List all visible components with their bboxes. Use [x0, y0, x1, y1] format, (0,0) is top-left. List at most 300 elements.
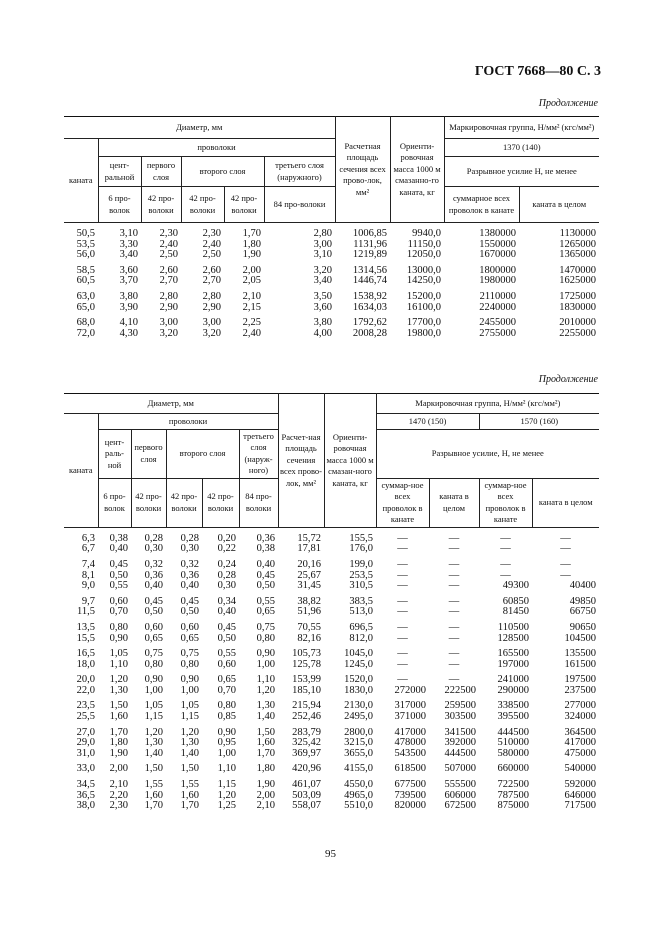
table-cell: 259500	[444, 700, 477, 712]
table-cell: 0,45	[256, 569, 276, 581]
table-cell: 2,40	[202, 238, 221, 250]
table-cell: —	[560, 543, 571, 555]
table-cell: —	[397, 580, 408, 592]
table-cell: 0,40	[180, 580, 199, 592]
table-cell: 197000	[497, 658, 530, 670]
table-cell: 2495,0	[344, 711, 374, 723]
table-cell: 0,22	[217, 543, 236, 555]
table-cell: 1,80	[109, 737, 128, 749]
third-layer-header: третьего слоя (наруж-ного)	[239, 430, 278, 479]
table-cell: 2,60	[202, 264, 221, 276]
table-cell: 2,20	[109, 789, 128, 801]
rope-diameter-header: каната	[64, 139, 98, 223]
table-cell: 90650	[569, 621, 597, 633]
table-cell: 125,78	[292, 658, 322, 670]
table-row	[64, 759, 599, 775]
table-cell: 0,80	[109, 621, 128, 633]
table-cell: 3,70	[119, 275, 138, 287]
table-cell: 2,10	[109, 779, 128, 791]
table-cell: 1830000	[559, 301, 597, 313]
table-cell: —	[448, 658, 460, 670]
table-cell: 1,70	[242, 228, 261, 239]
table-cell: 161500	[564, 658, 597, 670]
table-cell: 2,25	[242, 317, 261, 329]
table-row	[64, 634, 599, 645]
table-cell: 1550000	[479, 238, 517, 250]
third-layer-header: третьего слоя (наружного)	[264, 157, 335, 187]
diameter-header: Диаметр, мм	[64, 394, 278, 414]
table-cell: 2130,0	[344, 700, 374, 712]
table-cell: 0,90	[256, 648, 276, 660]
eightyfour-wires-header: 84 про-волоки	[264, 187, 335, 223]
table-cell: 717500	[564, 800, 597, 812]
table-cell: 325,42	[292, 737, 322, 749]
table-cell: 444500	[444, 747, 477, 759]
table-cell: 70,55	[297, 621, 322, 633]
sum-wires-header: суммар-ное всех проволок в канате	[376, 478, 429, 527]
table-cell: 1538,92	[352, 290, 388, 302]
table-cell: —	[448, 569, 460, 581]
table-cell: 0,50	[144, 606, 163, 618]
table-cell: —	[397, 532, 408, 544]
table-cell: 17,81	[297, 543, 322, 555]
table-cell: 1,20	[256, 684, 276, 696]
sum-wires-header: суммарное всех проволок в канате	[444, 187, 519, 223]
table-cell: 105,73	[292, 648, 322, 660]
table-cell: 3,00	[313, 238, 333, 250]
table-row	[64, 660, 599, 671]
table-cell: 9,7	[81, 595, 95, 607]
table-cell: 0,40	[144, 580, 163, 592]
table-cell: 18,0	[76, 658, 95, 670]
breaking-force-header: Разрывное усилие, Н, не менее	[376, 430, 599, 479]
table-cell: 0,50	[217, 632, 236, 644]
table-cell: —	[448, 648, 460, 660]
table-cell: 820000	[394, 800, 427, 812]
table-cell: 19800,0	[406, 327, 442, 339]
table-cell: 0,36	[180, 569, 199, 581]
table-cell: 303500	[444, 711, 477, 723]
table-cell: 2,70	[159, 275, 178, 287]
table-row	[64, 592, 599, 608]
table-cell: 49850	[569, 595, 597, 607]
table-cell: 56,0	[76, 249, 95, 261]
table-cell: 68,0	[76, 317, 95, 329]
table-cell: 2240000	[479, 301, 517, 313]
table-cell: 6,3	[81, 532, 95, 544]
table-cell: 1,05	[180, 700, 199, 712]
table-cell: 3,00	[202, 317, 221, 329]
table-cell: 0,55	[109, 580, 128, 592]
table-cell: 0,45	[109, 558, 128, 570]
table-cell: 3,00	[159, 317, 178, 329]
table-cell: 153,99	[292, 674, 322, 686]
table-cell: 1520,0	[344, 674, 374, 686]
table-cell: 1,10	[256, 674, 276, 686]
table-cell: 2008,28	[352, 327, 388, 339]
table-cell: 0,80	[217, 700, 236, 712]
table-cell: 135500	[564, 648, 597, 660]
table-cell: —	[397, 543, 408, 555]
table-cell: 2010000	[559, 317, 597, 329]
table-cell: 0,75	[144, 648, 163, 660]
table-cell: 2800,0	[344, 726, 374, 738]
table-cell: 317000	[394, 700, 427, 712]
fortytwo-wires-header: 42 про-волоки	[202, 478, 239, 527]
table-cell: 3,30	[119, 238, 138, 250]
sum-wires-header: суммар-ное всех проволок в канате	[479, 478, 532, 527]
table-cell: 25,5	[76, 711, 95, 723]
table-1-body	[64, 223, 599, 340]
table-cell: 1314,56	[352, 264, 388, 276]
table-cell: 11150,0	[407, 238, 442, 250]
table-cell: 283,79	[292, 726, 322, 738]
table-row	[64, 303, 599, 314]
table-cell: 503,09	[292, 789, 322, 801]
table-cell: 338500	[497, 700, 530, 712]
table-row	[64, 723, 599, 739]
table-cell: 420,96	[292, 763, 322, 775]
table-cell: 1,50	[109, 700, 128, 712]
table-cell: 185,10	[292, 684, 322, 696]
table-cell: —	[448, 674, 460, 686]
diameter-header: Диаметр, мм	[64, 117, 335, 139]
table-cell: 580000	[497, 747, 530, 759]
table-cell: 1265000	[559, 238, 597, 250]
table-cell: 0,90	[217, 726, 236, 738]
table-cell: 17700,0	[406, 317, 442, 329]
table-cell: 1,10	[109, 658, 128, 670]
table-cell: 677500	[394, 779, 427, 791]
table-cell: 23,5	[76, 700, 95, 712]
table-cell: 2255000	[559, 327, 597, 339]
table-cell: —	[500, 558, 511, 570]
table-cell: 1,80	[242, 238, 261, 250]
table-cell: 1,40	[256, 711, 276, 723]
table-cell: 290000	[497, 684, 530, 696]
table-cell: 0,40	[256, 558, 276, 570]
table-2-body	[64, 527, 599, 812]
table-cell: 0,30	[144, 543, 163, 555]
table-cell: 4,10	[119, 317, 138, 329]
table-cell: 1,30	[109, 684, 128, 696]
table-cell: 1980000	[479, 275, 517, 287]
table-cell: 1006,85	[352, 228, 388, 239]
table-cell: 22,0	[76, 684, 95, 696]
wires-header: проволоки	[98, 139, 335, 157]
table-cell: 1725000	[559, 290, 597, 302]
table-cell: 2,80	[202, 290, 221, 302]
table-cell: 14250,0	[406, 275, 442, 287]
table-cell: 2,70	[202, 275, 221, 287]
table-cell: 4,00	[313, 327, 333, 339]
table-cell: 1,00	[180, 684, 199, 696]
table-cell: 50,5	[76, 228, 95, 239]
table-cell: 38,0	[76, 800, 95, 812]
table-cell: 787500	[497, 789, 530, 801]
table-cell: 812,0	[349, 632, 374, 644]
table-cell: 1,15	[144, 711, 163, 723]
table-cell: 15,72	[297, 532, 322, 544]
table-cell: 540000	[564, 763, 597, 775]
table-cell: 1380000	[479, 228, 517, 239]
table-cell: 0,24	[217, 558, 236, 570]
table-cell: 0,36	[144, 569, 163, 581]
table-cell: 417000	[564, 737, 597, 749]
table-cell: —	[448, 621, 460, 633]
table-cell: 3,90	[119, 301, 138, 313]
table-row	[64, 276, 599, 287]
table-cell: 1,20	[217, 789, 236, 801]
table-cell: 0,55	[256, 595, 276, 607]
table-cell: 253,5	[349, 569, 374, 581]
table-cell: 2755000	[479, 327, 517, 339]
table-cell: —	[397, 606, 408, 618]
table-cell: 1,60	[180, 789, 199, 801]
table-cell: 475000	[564, 747, 597, 759]
table-cell: 0,60	[217, 658, 236, 670]
table-cell: —	[397, 658, 408, 670]
table-cell: 0,28	[144, 532, 163, 544]
table-cell: 0,70	[217, 684, 236, 696]
table-cell: 3,60	[313, 301, 333, 313]
table-cell: 383,5	[349, 595, 374, 607]
table-cell: 0,50	[109, 569, 128, 581]
table-cell: —	[448, 580, 460, 592]
fortytwo-wires-header: 42 про-волоки	[131, 478, 166, 527]
table-cell: 1,55	[180, 779, 199, 791]
table-cell: 272000	[394, 684, 427, 696]
table-cell: 20,0	[76, 674, 95, 686]
table-cell: 25,67	[297, 569, 322, 581]
table-cell: 36,5	[76, 789, 95, 801]
eightyfour-wires-header: 84 про-волоки	[239, 478, 278, 527]
table-cell: 1245,0	[344, 658, 374, 670]
table-cell: 555500	[444, 779, 477, 791]
table-cell: 277000	[564, 700, 597, 712]
table-cell: 0,75	[256, 621, 276, 633]
table-cell: 4155,0	[344, 763, 374, 775]
table-cell: 8,1	[81, 569, 95, 581]
table-cell: 1,60	[109, 711, 128, 723]
table-cell: 739500	[394, 789, 427, 801]
table-cell: 1045,0	[344, 648, 374, 660]
table-1	[64, 116, 599, 339]
table-cell: 60850	[502, 595, 530, 607]
table-row	[64, 696, 599, 712]
table-cell: 3,10	[119, 228, 138, 239]
continuation-label: Продолжение	[538, 374, 598, 385]
table-cell: 40400	[569, 580, 597, 592]
table-row	[64, 313, 599, 329]
table-row	[64, 261, 599, 277]
table-cell: 16100,0	[406, 301, 442, 313]
table-cell: 31,45	[297, 580, 322, 592]
table-cell: 1670000	[479, 249, 517, 261]
table-cell: 1365000	[559, 249, 597, 261]
table-cell: 0,85	[217, 711, 236, 723]
table-cell: 16,5	[76, 648, 95, 660]
table-cell: 34,5	[76, 779, 95, 791]
table-cell: 558,07	[292, 800, 322, 812]
table-cell: 3,20	[202, 327, 221, 339]
table-cell: 65,0	[76, 301, 95, 313]
grade-header: Маркировочная группа, Н/мм² (кгс/мм²)	[444, 117, 599, 139]
table-cell: 392000	[444, 737, 477, 749]
table-cell: 0,60	[109, 595, 128, 607]
table-cell: 1634,03	[352, 301, 388, 313]
table-cell: 1219,89	[352, 249, 388, 261]
table-cell: 2,00	[256, 789, 276, 801]
table-cell: 324000	[564, 711, 597, 723]
table-cell: 1830,0	[344, 684, 374, 696]
first-layer-header: первого слоя	[141, 157, 181, 187]
table-cell: 2,10	[242, 290, 261, 302]
table-cell: 1,30	[256, 700, 276, 712]
six-wires-header: 6 про-волок	[98, 478, 131, 527]
table-cell: —	[448, 532, 460, 544]
table-cell: 0,80	[144, 658, 163, 670]
grade-1570-header: 1570 (160)	[479, 414, 599, 430]
table-cell: 9,0	[81, 580, 95, 592]
table-cell: 1800000	[479, 264, 517, 276]
grade-1470-header: 1470 (150)	[376, 414, 479, 430]
table-cell: —	[500, 569, 511, 581]
first-layer-header: первого слоя	[131, 430, 166, 479]
table-cell: 2455000	[479, 317, 517, 329]
table-cell: —	[397, 558, 408, 570]
table-cell: 1,05	[109, 648, 128, 660]
table-cell: 0,38	[256, 543, 276, 555]
table-cell: 0,90	[144, 674, 163, 686]
table-cell: 722500	[497, 779, 530, 791]
table-cell: 66750	[569, 606, 597, 618]
table-cell: 3215,0	[344, 737, 374, 749]
table-cell: 128500	[497, 632, 530, 644]
table-cell: 15,5	[76, 632, 95, 644]
table-cell: 1,00	[256, 658, 276, 670]
table-row	[64, 644, 599, 660]
table-cell: 3,10	[313, 249, 333, 261]
table-cell: 0,65	[256, 606, 276, 618]
table-cell: 2,15	[242, 301, 261, 313]
table-cell: 0,70	[109, 606, 128, 618]
table-cell: 2,50	[202, 249, 221, 261]
table-cell: 0,80	[180, 658, 199, 670]
table-cell: —	[500, 532, 511, 544]
table-cell: —	[500, 543, 511, 555]
table-cell: 2,80	[159, 290, 178, 302]
table-cell: 592000	[564, 779, 597, 791]
table-row	[64, 618, 599, 634]
table-cell: 1,20	[180, 726, 199, 738]
grade-1370-header: 1370 (140)	[444, 139, 599, 157]
table-cell: 2,30	[109, 800, 128, 812]
table-cell: 0,65	[217, 674, 236, 686]
grade-header: Маркировочная группа, Н/мм² (кгс/мм²)	[376, 394, 599, 414]
table-cell: 222500	[444, 684, 477, 696]
table-cell: 199,0	[349, 558, 374, 570]
second-layer-header: второго слоя	[181, 157, 264, 187]
fortytwo-wires-header: 42 про-волоки	[141, 187, 181, 223]
table-cell: 1,55	[144, 779, 163, 791]
table-cell: 1,00	[144, 684, 163, 696]
rope-total-header: каната в целом	[519, 187, 599, 223]
table-cell: 3,20	[159, 327, 178, 339]
table-cell: 81450	[502, 606, 530, 618]
table-cell: 543500	[394, 747, 427, 759]
table-cell: 60,5	[76, 275, 95, 287]
table-cell: 2,40	[159, 238, 178, 250]
table-row	[64, 801, 599, 812]
table-cell: 27,0	[76, 726, 95, 738]
table-cell: 1,90	[256, 779, 276, 791]
table-cell: 1,90	[109, 747, 128, 759]
table-cell: —	[397, 595, 408, 607]
table-row	[64, 607, 599, 618]
table-cell: 0,55	[217, 648, 236, 660]
area-header: Расчетная площадь сечения всех прово-лок, мм²	[335, 117, 390, 223]
table-cell: 176,0	[349, 543, 374, 555]
table-cell: 1,50	[144, 763, 163, 775]
mass-header: Ориенти-ровочная масса 1000 м смазанно-го каната, кг	[390, 117, 444, 223]
table-row	[64, 329, 599, 340]
table-cell: —	[397, 648, 408, 660]
table-cell: 215,94	[292, 700, 322, 712]
table-row	[64, 223, 599, 240]
table-cell: 29,0	[76, 737, 95, 749]
table-cell: 1,60	[144, 789, 163, 801]
table-cell: 364500	[564, 726, 597, 738]
table-cell: 3,40	[119, 249, 138, 261]
table-row	[64, 712, 599, 723]
table-cell: 2110000	[479, 290, 517, 302]
table-cell: 1,40	[144, 747, 163, 759]
table-cell: 1130000	[559, 228, 597, 239]
table-cell: 1,20	[109, 674, 128, 686]
table-cell: 0,65	[180, 632, 199, 644]
area-header: Расчет-ная площадь сечения всех прово-лок, мм²	[278, 394, 324, 528]
table-cell: —	[397, 621, 408, 633]
table-cell: 1625000	[559, 275, 597, 287]
mass-header: Ориенти-ровочная масса 1000 м смазан-ного каната, кг	[324, 394, 376, 528]
table-cell: 875000	[497, 800, 530, 812]
table-cell: 1,25	[217, 800, 236, 812]
table-cell: 507000	[444, 763, 477, 775]
fortytwo-wires-header: 42 про-волоки	[181, 187, 224, 223]
table-cell: 461,07	[292, 779, 322, 791]
table-cell: 1,60	[256, 737, 276, 749]
table-cell: 0,65	[144, 632, 163, 644]
table-cell: 104500	[564, 632, 597, 644]
table-cell: 1,30	[180, 737, 199, 749]
fortytwo-wires-header: 42 про-волоки	[166, 478, 202, 527]
table-cell: 1,80	[256, 763, 276, 775]
rope-total-header: каната в целом	[429, 478, 479, 527]
table-cell: 478000	[394, 737, 427, 749]
table-cell: 155,5	[349, 532, 374, 544]
table-cell: 3,40	[313, 275, 333, 287]
table-cell: 2,90	[159, 301, 178, 313]
table-cell: 1,70	[180, 800, 199, 812]
table-cell: 660000	[497, 763, 530, 775]
table-cell: 1,70	[109, 726, 128, 738]
table-cell: 4550,0	[344, 779, 374, 791]
table-cell: 6,7	[81, 543, 95, 555]
table-cell: 51,96	[297, 606, 322, 618]
table-cell: 2,60	[159, 264, 178, 276]
table-row	[64, 775, 599, 791]
